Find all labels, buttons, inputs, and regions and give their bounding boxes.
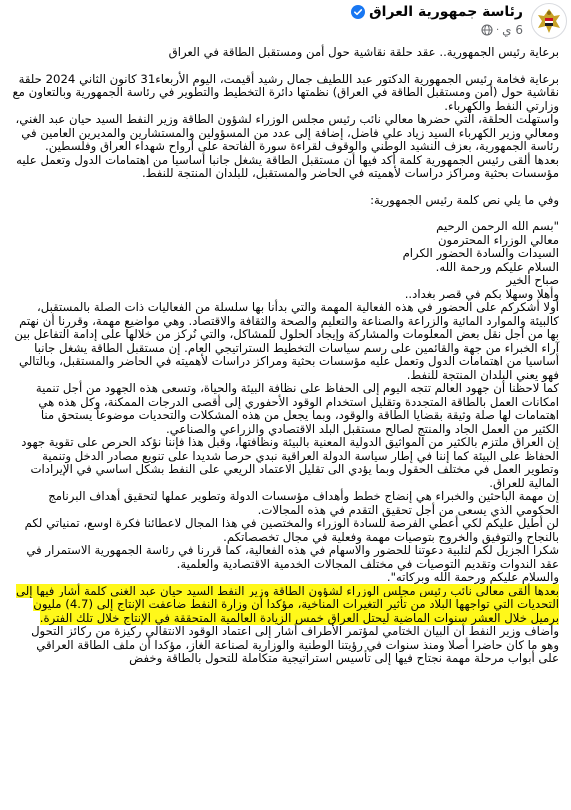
closing-paragraph: وأضاف وزير النفط أن البيان الختامي لمؤتمر الأطراف أشار إلى اعتماد الوقود الانتقالي ركيزة من ركائز التحول وهو ما كان حاضرا أصلا ومنذ سنوات في رؤيتنا الوطنية والوزارية لصناعة الغاز، مؤكدا أن ملف الطاقة العراقي على أبواب مرحلة مهمة نجتاح فيها إلى تأسيس استراتيجية متكاملة للتحول بالطاقة وخفض bbox=[31, 624, 559, 665]
speech-paragraph: أولا أشكركم على الحضور في هذه الفعالية المهمة والتي بدأنا بها سلسلة من الفعاليات ذات الصلة بالمستقبل، كالبيئة والموارد المائية والزراعة والصناعة والتعليم والصحة والثقافة والاقتصاد. وهي مواضيع مهمة، وقررنا أن نهتم بها من أجل نقل بعض المعلومات والمشاركة وإيجاد الحلول للمشاكل، والتي نُركز من خلالها على إدامة التفاعل بين آراء الخبراء من جهة والقائمين على رسم سياسات التخطيط الستراتيجي العام. إن مستقبل الطاقة يشغل جانبا أساسيا من اهتمامات الدول وتعمل عليه مؤسسات بحثية ومراكز دراسات لأهميته في الحاضر والمستقبل، وبالتالي فهو يعني البلدان المنتجة للنفط. bbox=[14, 300, 559, 382]
speech-greetings bbox=[12, 220, 559, 301]
post-header bbox=[0, 0, 571, 44]
page-name[interactable]: رئاسة جمهورية العراق bbox=[369, 4, 523, 20]
greeting-line: وأهلا وسهلا بكم في قصر بغداد.. bbox=[404, 286, 559, 301]
greeting-line: السيدات والسادة الحضور الكرام bbox=[402, 246, 559, 260]
speech-intro: وفي ما يلي نص كلمة رئيس الجمهورية: bbox=[370, 192, 559, 207]
verified-badge-icon bbox=[351, 5, 365, 19]
post-meta bbox=[481, 23, 523, 37]
greeting-line: صباح الخير bbox=[506, 273, 559, 287]
speech-paragraph: لن أطيل عليكم لكي أعطي الفرصة للسادة الوزراء والمختصين في هذا المجال لاعطائنا فكرة اوسع، تمنياتي لكم بالنجاح والتوفيق والخروج بتوصيات مهمة وفعلية في مجال تخصصاتكم. bbox=[24, 516, 559, 544]
post-time[interactable]: 6 ي bbox=[502, 23, 523, 37]
greeting-line: السلام عليكم ورحمة الله. bbox=[435, 259, 559, 274]
post-opening: واستهلت الحلقة، التي حضرها معالي نائب رئيس مجلس الوزراء لشؤون الطاقة وزير النفط السيد حيان عبد الغني، ومعالي وزير الكهرباء السيد زياد علي فاضل، إضافة إلى عدد من المسؤولين والمستشارين والمديرين العامين في رئاسة الجمهورية، بعزف النشيد الوطني والوقوف لقراءة سورة الفاتحة على أرواح شهداء العراق وفلسطين. bbox=[15, 112, 559, 153]
speech-paragraph: شكرا الجزيل لكم لتلبية دعوتنا للحضور والاسهام في هذه الفعالية، كما قررنا في رئاسة الجمهورية الاستمرار في عقد الندوات وتقديم التوصيات في مختلف المجالات الخدمية الاقتصادية والعلمية. bbox=[26, 543, 559, 571]
post-body bbox=[12, 46, 559, 666]
speech-close: والسلام عليكم ورحمة الله وبركاته". bbox=[386, 570, 559, 584]
minister-statement bbox=[12, 585, 559, 626]
post-intro: برعاية فخامة رئيس الجمهورية الدكتور عبد اللطيف جمال رشيد أقيمت، اليوم الأربعاء31 كانون الثاني 2024 حلقة نقاشية حول (أمن ومستقبل الطاقة في العراق) نظمتها دائرة التخطيط والتطوير في رئاسة الجمهورية وبالتعاون مع وزارتي النفط والكهرباء. bbox=[12, 71, 559, 113]
speech-paragraph: إن العراق ملتزم بالكثير من المواثيق الدولية المعنية بالبيئة ونظافتها، وقبل هذا فإننا نؤكد الحرص على تقوية جهود الحفاظ على البيئة كما إننا في إطار سياسة الدولة العراقية نبدي حرصا شديدا على تنويع مصادر الدخل وتنمية وتطوير العمل في مختلف الحقول وبما يؤدي الى تقليل الاعتماد الريعي على النفط بشكل اساسي في الإيرادات المالية للعراق. bbox=[21, 435, 559, 490]
globe-public-icon[interactable] bbox=[481, 24, 493, 36]
greeting-line: "بسم الله الرحمن الرحيم bbox=[436, 219, 559, 233]
iraq-presidency-emblem-icon bbox=[532, 4, 566, 38]
president-speech-summary: بعدها ألقى رئيس الجمهورية كلمة أكد فيها أن مستقبل الطاقة يشغل جانبا أساسيا من اهتمامات الدول وتعمل عليه مؤسسات بحثية ومراكز دراسات لأهميته في الحاضر والمستقبل، للبلدان المنتجة للنفط. bbox=[16, 152, 559, 180]
speech-paragraph: إن مهمة الباحثين والخبراء هي إنضاج خطط وأهداف مؤسسات الدولة وتطوير عملها لتحقيق أهداف البرنامج الحكومي الذي يسعى من أجل تحقيق التقدم في هذه المجالات. bbox=[48, 489, 559, 517]
meta-separator: · bbox=[495, 24, 500, 36]
avatar[interactable] bbox=[531, 3, 567, 39]
greeting-line: معالي الوزراء المحترمون bbox=[437, 232, 559, 247]
post-lead: برعاية رئيس الجمهورية.. عقد حلقة نقاشية حول أمن ومستقبل الطاقة في العراق bbox=[168, 45, 559, 59]
highlighted-text: بعدها ألقى معالي نائب رئيس مجلس الوزراء لشؤون الطاقة وزير النفط السيد حيان عبد الغني كلمة أشار فيها إلى التحديات التي تواجهها البلاد من تأثير التغيرات المناخية، مؤكدا أن وزارة النفط ضاعفت الإنتاج إلى (4.7) مليون برميل خلال العشر سنوات الماضية ليحتل العراق خمس الزيادة العالمية المتحققة في الإنتاج خلال تلك الفترة. bbox=[15, 583, 559, 625]
page-name-row bbox=[351, 4, 523, 20]
speech-paragraph: كما لاحظنا أن جهود العالم تتجه اليوم إلى الحفاظ على نظافة البيئة والحياة، وتسعى هذه الجهود من أجل تنمية امكانات العمل بالطاقة المتجددة وتقليل استخدام الوقود الأحفوري إلى أقصى الدرجات الممكنة، وكل هذه هي اهتمامات لها صلة وثيقة بقضايا الطاقة والوقود، وبما يجعل من هذه المشكلات والتحديات موضوعاً يستحق منا الكثير من العمل الجاد والمنتج لصالح مستقبل البلد الاقتصادي والزراعي والصناعي. bbox=[35, 381, 559, 436]
